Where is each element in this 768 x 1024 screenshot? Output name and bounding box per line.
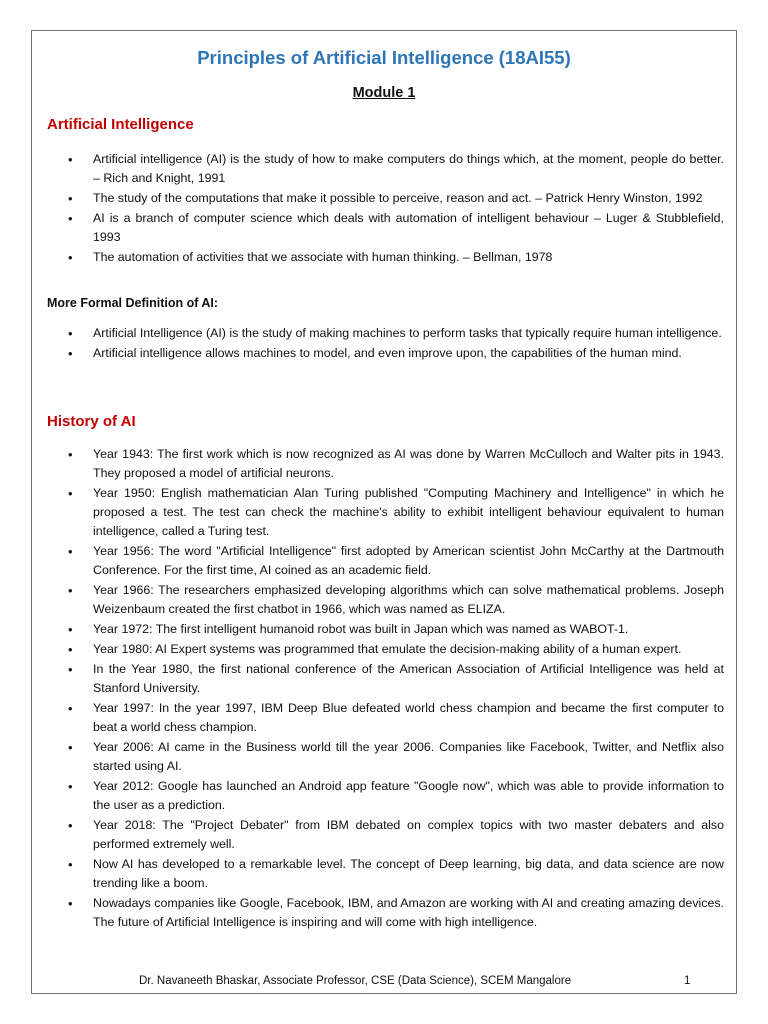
list-item: • Year 1956: The word "Artificial Intelligence" first adopted by American scientist John McCarthy at the Dartmouth Conference. For the first time, AI coined as an academic field. bbox=[47, 542, 724, 580]
module-heading: Module 1 bbox=[352, 85, 416, 101]
list-item: • Year 1950: English mathematician Alan Turing published "Computing Machinery and Intelligence" in which he proposed a test. The test can check the machine's ability to exhibit intelligent behaviour equivalent to human intelligence, called a Turing test. bbox=[47, 484, 724, 541]
section-heading-history: History of AI bbox=[47, 413, 136, 430]
page-number: 1 bbox=[684, 975, 691, 987]
ai-definitions-list bbox=[47, 150, 724, 268]
list-item: • Now AI has developed to a remarkable level. The concept of Deep learning, big data, and data science are now trending like a boom. bbox=[47, 855, 724, 893]
section-heading-ai: Artificial Intelligence bbox=[47, 116, 194, 133]
list-item: • The automation of activities that we associate with human thinking. – Bellman, 1978 bbox=[47, 248, 724, 267]
list-item: • Artificial intelligence allows machines to model, and even improve upon, the capabilities of the human mind. bbox=[47, 344, 724, 363]
history-list bbox=[47, 445, 724, 933]
list-item: • Artificial Intelligence (AI) is the study of making machines to perform tasks that typically require human intelligence. bbox=[47, 324, 724, 343]
list-item: • The study of the computations that make it possible to perceive, reason and act. – Patrick Henry Winston, 1992 bbox=[47, 189, 724, 208]
footer-author: Dr. Navaneeth Bhaskar, Associate Professor, CSE (Data Science), SCEM Mangalore bbox=[139, 975, 572, 987]
list-item: • Year 2012: Google has launched an Android app feature "Google now", which was able to provide information to the user as a prediction. bbox=[47, 777, 724, 815]
list-item: • In the Year 1980, the first national conference of the American Association of Artificial Intelligence was held at Stanford University. bbox=[47, 660, 724, 698]
document-title: Principles of Artificial Intelligence (18AI55) bbox=[197, 47, 571, 68]
list-item: • Artificial intelligence (AI) is the study of how to make computers do things which, at the moment, people do better. – Rich and Knight, 1991 bbox=[47, 150, 724, 188]
formal-definition-heading: More Formal Definition of AI: bbox=[47, 296, 219, 310]
list-item: • Year 2018: The "Project Debater" from IBM debated on complex topics with two master debaters and also performed extremely well. bbox=[47, 816, 724, 854]
list-item: • Year 1972: The first intelligent humanoid robot was built in Japan which was named as WABOT-1. bbox=[47, 620, 724, 639]
list-item: • Nowadays companies like Google, Facebook, IBM, and Amazon are working with AI and creating amazing devices. The future of Artificial Intelligence is inspiring and will come with high intelligence. bbox=[47, 894, 724, 932]
list-item: • Year 1997: In the year 1997, IBM Deep Blue defeated world chess champion and became the first computer to beat a world chess champion. bbox=[47, 699, 724, 737]
list-item: • AI is a branch of computer science which deals with automation of intelligent behaviour – Luger & Stubblefield, 1993 bbox=[47, 209, 724, 247]
list-item: • Year 2006: AI came in the Business world till the year 2006. Companies like Facebook, Twitter, and Netflix also started using AI. bbox=[47, 738, 724, 776]
formal-definitions-list bbox=[47, 324, 724, 364]
list-item: • Year 1980: AI Expert systems was programmed that emulate the decision-making ability of a human expert. bbox=[47, 640, 724, 659]
list-item: • Year 1943: The first work which is now recognized as AI was done by Warren McCulloch and Walter pits in 1943. They proposed a model of artificial neurons. bbox=[47, 445, 724, 483]
list-item: • Year 1966: The researchers emphasized developing algorithms which can solve mathematical problems. Joseph Weizenbaum created the first chatbot in 1966, which was named as ELIZA. bbox=[47, 581, 724, 619]
